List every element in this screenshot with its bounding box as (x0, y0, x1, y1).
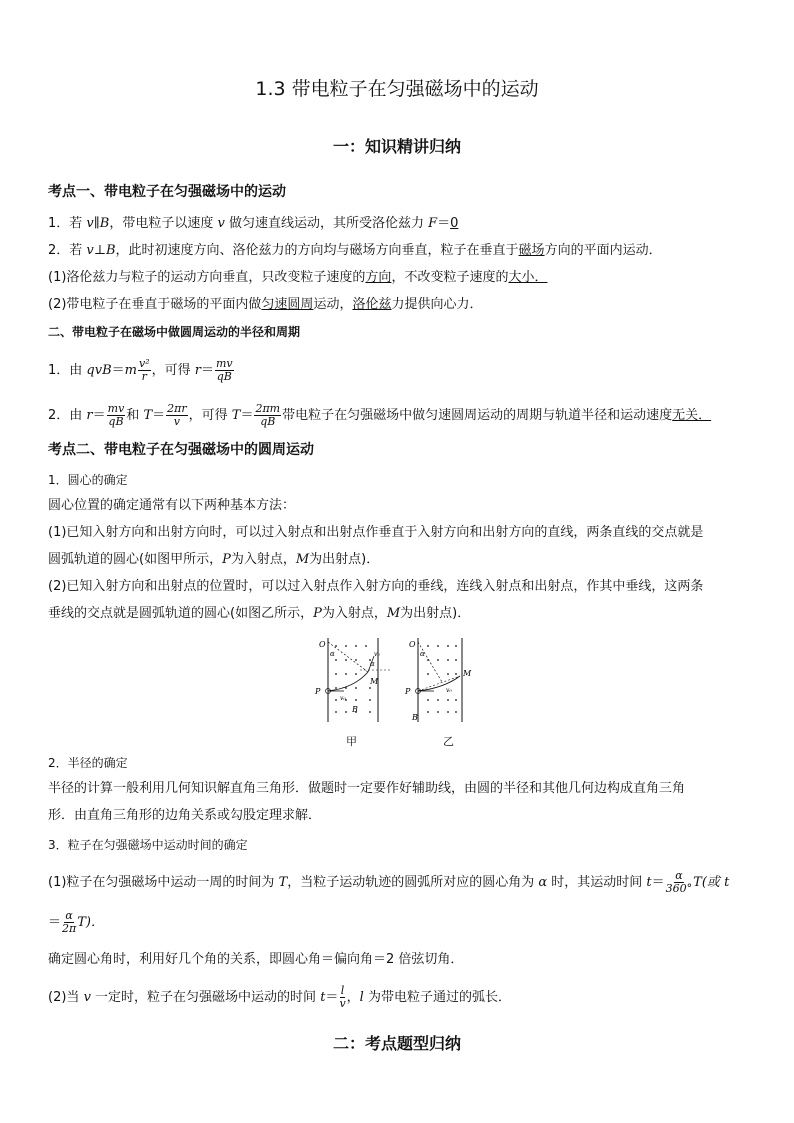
kp1-line2 (48, 241, 748, 261)
numerator: mv (215, 357, 233, 370)
text: ，带电粒子以速度 (109, 216, 218, 231)
figure-caption-yi: 乙 (443, 735, 454, 748)
fraction (339, 985, 345, 1010)
fraction (107, 403, 126, 428)
math: P (313, 606, 322, 621)
numerator: v² (138, 357, 150, 370)
label-B: B (352, 705, 358, 714)
kp2-e4: 确定圆心角时，利用好几个角的关系，即圆心角＝偏向角＝2 倍弦切角． (48, 952, 464, 967)
math: v (217, 216, 225, 231)
text: ， (346, 990, 360, 1005)
blank-answer: 0 (450, 216, 459, 231)
label-B: B (412, 713, 418, 722)
text: ＝ (651, 875, 665, 890)
text: 为带电粒子通过的弧长． (363, 990, 511, 1005)
denominator: qB (260, 415, 276, 428)
numerator: mv (107, 402, 125, 415)
math: P (222, 552, 231, 567)
denominator: 2π (62, 922, 77, 935)
figure-jia (314, 638, 390, 722)
text: ＝ (240, 408, 254, 423)
math: M (295, 552, 310, 567)
text: 为入射点， (230, 552, 296, 567)
fraction (254, 403, 281, 428)
fraction (215, 358, 234, 383)
blank-answer: 匀速圆周 (261, 297, 314, 312)
kp2-c3: (1)已知入射方向和出射方向时，可以过入射点和出射点作垂直于入射方向和出射方向的直线，两条直线的交点就是 (48, 525, 704, 540)
text: (1)粒子在匀强磁场中运动一周的时间为 (48, 875, 279, 890)
math: t (320, 990, 326, 1005)
kp2-e2 (48, 870, 748, 895)
section-heading-1: 一：知识精讲归纳 (332, 137, 461, 156)
label-M: M (370, 677, 379, 686)
kp1-heading: 考点一、带电粒子在匀强磁场中的运动 (48, 184, 286, 200)
numerator: 2πm (255, 402, 281, 415)
text: 带电粒子在匀强磁场中做匀速圆周运动的周期与轨道半径和运动速度 (282, 408, 673, 423)
label-alpha: α (330, 650, 335, 658)
text: 1．若 (48, 216, 87, 231)
denominator: r (141, 370, 147, 383)
kp2-d3: 形．由直角三角形的边角关系或勾股定理求解． (48, 808, 322, 823)
denominator: qB (108, 415, 124, 428)
kp2-c2: 圆心位置的确定通常有以下两种基本方法： (48, 498, 296, 513)
text: ，此时初速度方向、洛伦兹力的方向均与磁场方向垂直，粒子在垂直于 (115, 243, 519, 258)
label-alpha: α (370, 660, 375, 668)
kp2-e3 (48, 910, 748, 935)
text: ，可得 (188, 408, 232, 423)
blank-answer: 方向 (365, 270, 392, 285)
label-P: P (315, 687, 321, 696)
kp2-c6 (48, 604, 748, 624)
fraction (138, 358, 151, 383)
text: ，可得 (151, 363, 195, 378)
math: t (724, 875, 730, 890)
fraction (62, 910, 76, 935)
label-P: P (405, 687, 411, 696)
kp1b-line1 (48, 358, 748, 383)
kp1-line1 (48, 214, 748, 234)
math: r (86, 408, 93, 423)
text: 2．由 (48, 408, 87, 423)
text: 力提供向心力． (391, 297, 483, 312)
kp2-c4 (48, 550, 748, 570)
numerator: α (65, 909, 73, 922)
math: t (646, 875, 652, 890)
math: T(或 (693, 875, 725, 890)
text: 时，其运动时间 (547, 875, 647, 890)
section-heading-2: 二：考点题型归纳 (332, 1034, 461, 1053)
kp1b-heading: 二、带电粒子在磁场中做圆周运动的半径和周期 (48, 325, 301, 339)
figure-caption-jia: 甲 (346, 735, 357, 748)
page-title: 1.3 带电粒子在匀强磁场中的运动 (255, 78, 539, 100)
kp2-e5 (48, 985, 748, 1010)
math: T (143, 408, 153, 423)
text: ＝ (325, 990, 339, 1005)
text: 方向的平面内运动． (544, 243, 662, 258)
kp1-line4 (48, 295, 748, 315)
label-M: M (463, 669, 472, 678)
figure-yi (404, 638, 472, 722)
text: ＝ (437, 216, 451, 231)
math: r (194, 363, 201, 378)
label-v0: v₀ (446, 687, 452, 694)
denominator: v (339, 997, 346, 1010)
kp1b-line2 (48, 403, 748, 428)
denominator: qB (216, 370, 232, 383)
text: 为入射点， (321, 606, 387, 621)
numerator: α (675, 869, 683, 882)
text: 为出射点)． (309, 552, 380, 567)
blank-answer: 无关． (672, 408, 712, 423)
numerator: l (340, 984, 345, 997)
fraction (166, 403, 188, 428)
math: l (359, 990, 364, 1005)
text: ＝ (152, 408, 166, 423)
text: (1)洛伦兹力与粒子的运动方向垂直，只改变粒子速度的 (48, 270, 366, 285)
math: v (83, 990, 91, 1005)
fraction (666, 870, 693, 895)
math: M (386, 606, 401, 621)
label-O: O (319, 640, 326, 649)
text: 一定时，粒子在匀强磁场中运动的时间 (90, 990, 321, 1005)
text: 运动， (313, 297, 353, 312)
numerator: 2πr (167, 402, 187, 415)
kp2-d2: 半径的计算一般利用几何知识解直角三角形．做题时一定要作好辅助线，由圆的半径和其他几何边构成直角三角 (48, 781, 686, 796)
text: 1．由 (48, 363, 87, 378)
denominator: v (173, 415, 180, 428)
kp2-e1: 3．粒子在匀强磁场中运动时间的确定 (48, 838, 248, 852)
math: T)． (77, 915, 104, 930)
text: (2)带电粒子在垂直于磁场的平面内做 (48, 297, 262, 312)
kp2-c1: 1．圆心的确定 (48, 473, 128, 487)
text: (2)当 (48, 990, 84, 1005)
text: ＝ (111, 363, 125, 378)
text: ＝ (92, 408, 106, 423)
blank-answer: 磁场 (518, 243, 545, 258)
text: ＝ (48, 915, 62, 930)
kp2-heading: 考点二、带电粒子在匀强磁场中的圆周运动 (48, 442, 314, 458)
text: ，不改变粒子速度的 (391, 270, 509, 285)
kp2-c5: (2)已知入射方向和出射点的位置时，可以过入射点作入射方向的垂线，连线入射点和出射点，作其中垂线，这两条 (48, 579, 704, 594)
label-v0: v₀ (374, 651, 380, 658)
text: 和 (126, 408, 144, 423)
math: v⊥B (86, 243, 116, 258)
blank-answer: 洛伦兹 (352, 297, 392, 312)
text: 垂线的交点就是圆弧轨道的圆心(如图乙所示， (48, 606, 314, 621)
math: qvB (86, 363, 112, 378)
text: ，当粒子运动轨迹的圆弧所对应的圆心角为 (287, 875, 539, 890)
math: α (538, 875, 548, 890)
denominator: 360° (665, 882, 693, 895)
label-alpha: α (420, 650, 425, 658)
text: ＝ (200, 363, 214, 378)
math: v∥B (86, 216, 110, 231)
math: T (231, 408, 241, 423)
text: 2．若 (48, 243, 87, 258)
label-O: O (409, 640, 416, 649)
blank-answer: 大小． (508, 270, 548, 285)
text: 圆弧轨道的圆心(如图甲所示， (48, 552, 223, 567)
kp1-line3 (48, 268, 748, 288)
figure-diagrams (310, 636, 480, 746)
kp2-d1: 2．半径的确定 (48, 756, 128, 770)
math: m (124, 363, 137, 378)
math: F (428, 216, 438, 231)
text: 为出射点)． (400, 606, 471, 621)
text: 做匀速直线运动，其所受洛伦兹力 (224, 216, 429, 231)
label-v0: v₀ (340, 695, 346, 702)
math: T (278, 875, 288, 890)
